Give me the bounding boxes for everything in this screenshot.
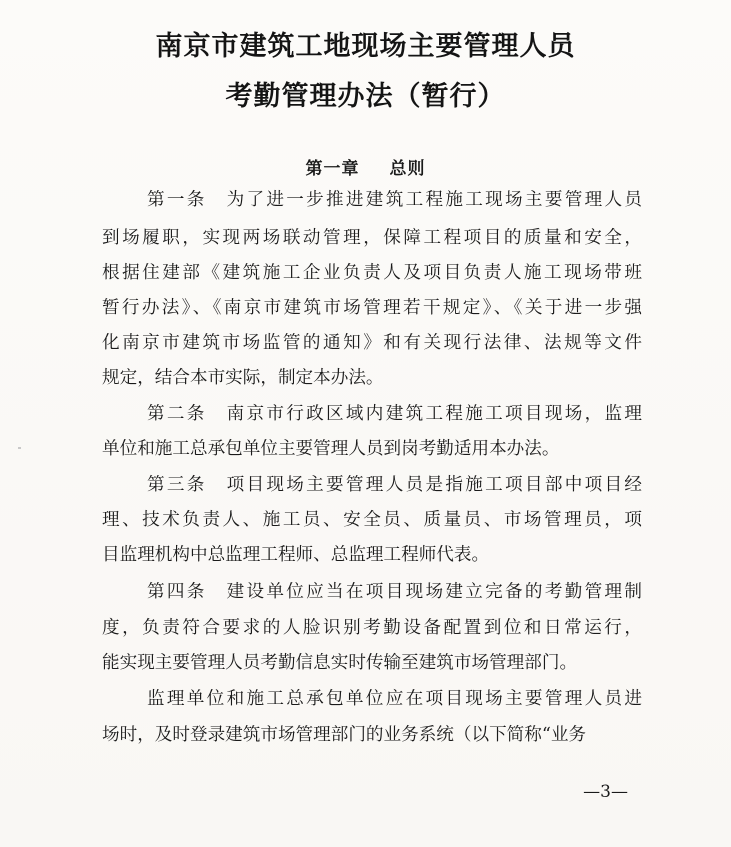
text-line: 度，负责符合要求的人脸识别考勤设备配置到位和日常运行， [102, 618, 642, 638]
text-line: 目监理机构中总监理工程师、总监理工程师代表。 [102, 545, 490, 565]
document-title-line-2: 考勤管理办法（暂行） [225, 81, 506, 112]
chapter-name: 总则 [389, 159, 426, 179]
document-title-line-1: 南京市建筑工地现场主要管理人员 [155, 31, 576, 62]
text-line: 场时，及时登录建筑市场管理部门的业务系统（以下简称“业务 [102, 725, 587, 745]
text-line: 监理单位和施工总承包单位应在项目现场主要管理人员进 [147, 689, 642, 709]
text-line: 单位和施工总承包单位主要管理人员到岗考勤适用本办法。 [102, 439, 560, 459]
text-line: 根据住建部《建筑施工企业负责人及项目负责人施工现场带班 [102, 263, 642, 283]
text-line: 第二条 南京市行政区域内建筑工程施工项目现场，监理 [147, 404, 642, 424]
page-number: —3— [583, 782, 628, 802]
text-line: 第四条 建设单位应当在项目现场建立完备的考勤管理制 [147, 582, 642, 602]
text-line: 能实现主要管理人员考勤信息实时传输至建筑市场管理部门。 [102, 653, 578, 673]
chapter-number: 第一章 [305, 159, 360, 179]
text-line: 理、技术负责人、施工员、安全员、质量员、市场管理员，项 [102, 510, 642, 530]
chapter-heading [0, 154, 731, 179]
text-line: 到场履职，实现两场联动管理，保障工程项目的质量和安全， [102, 228, 642, 248]
text-line: 规定，结合本市实际，制定本办法。 [102, 368, 384, 388]
text-line: 第三条 项目现场主要管理人员是指施工项目部中项目经 [147, 475, 642, 495]
text-line: 暂行办法》、《南京市建筑市场管理若干规定》、《关于进一步强 [102, 298, 642, 318]
text-line: 第一条 为了进一步推进建筑工程施工现场主要管理人员 [147, 190, 642, 210]
text-line: 化南京市建筑市场监管的通知》和有关现行法律、法规等文件 [102, 333, 642, 353]
scan-speck [18, 447, 21, 449]
